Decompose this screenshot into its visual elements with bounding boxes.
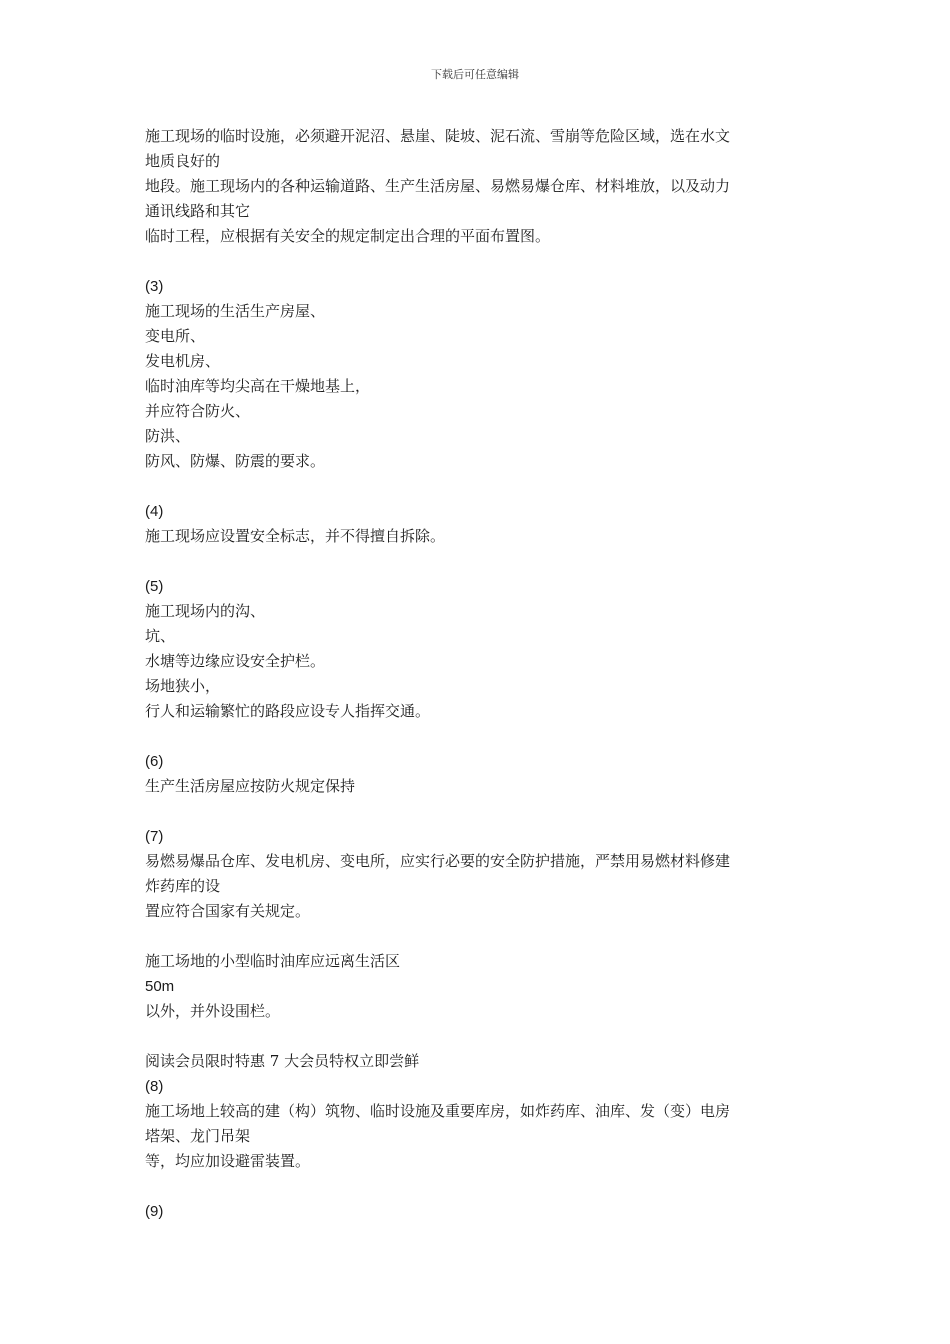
promo-text: 阅读会员限时特惠 7 大会员特权立即尝鲜 — [145, 1052, 420, 1070]
text-line: 施工场地的小型临时油库应远离生活区 — [145, 952, 401, 970]
text-line: 地段。施工现场内的各种运输道路、生产生活房屋、易燃易爆仓库、材料堆放，以及动力 — [145, 177, 731, 195]
text-line: 临时工程，应根据有关安全的规定制定出合理的平面布置图。 — [145, 227, 551, 245]
section-8 — [145, 1049, 815, 1174]
section-3 — [145, 274, 815, 474]
text-line: 以外，并外设围栏。 — [145, 1002, 281, 1020]
text-line: 置应符合国家有关规定。 — [145, 902, 311, 920]
text-line: 炸药库的设 — [145, 877, 221, 895]
text-line: 生产生活房屋应按防火规定保持 — [145, 777, 356, 795]
paragraph-1 — [145, 124, 815, 249]
text-line: 场地狭小， — [145, 677, 221, 695]
page-header: 下载后可任意编辑 — [431, 68, 519, 81]
section-number: (4) — [145, 503, 164, 520]
section-number: (7) — [145, 828, 164, 845]
text-line: 并应符合防火、 — [145, 402, 251, 420]
text-line: 水塘等边缘应设安全护栏。 — [145, 652, 326, 670]
section-number: (6) — [145, 753, 164, 770]
text-line: 地质良好的 — [145, 152, 221, 170]
text-line: 通讯线路和其它 — [145, 202, 251, 220]
section-9 — [145, 1199, 815, 1224]
section-6 — [145, 749, 815, 799]
oil-depot-paragraph — [145, 949, 815, 1024]
text-line: 施工现场的生活生产房屋、 — [145, 302, 326, 320]
text-line: 行人和运输繁忙的路段应设专人指挥交通。 — [145, 702, 431, 720]
section-number: (3) — [145, 278, 164, 295]
text-line: 防风、防爆、防震的要求。 — [145, 452, 326, 470]
text-line: 施工场地上较高的建（构）筑物、临时设施及重要库房，如炸药库、油库、发（变）电房 — [145, 1102, 731, 1120]
text-line: 防洪、 — [145, 427, 191, 445]
text-line: 施工现场内的沟、 — [145, 602, 266, 620]
section-7 — [145, 824, 815, 924]
distance-value: 50m — [145, 978, 175, 995]
text-line: 施工现场应设置安全标志，并不得擅自拆除。 — [145, 527, 446, 545]
text-line: 施工现场的临时设施，必须避开泥沼、悬崖、陡坡、泥石流、雪崩等危险区域，选在水文 — [145, 127, 731, 145]
section-number: (9) — [145, 1203, 164, 1220]
text-line: 发电机房、 — [145, 352, 221, 370]
section-4 — [145, 499, 815, 549]
text-line: 临时油库等均尖高在干燥地基上， — [145, 377, 371, 395]
text-line: 易燃易爆品仓库、发电机房、变电所，应实行必要的安全防护措施，严禁用易燃材料修建 — [145, 852, 731, 870]
text-line: 等，均应加设避雷装置。 — [145, 1152, 311, 1170]
section-number: (5) — [145, 578, 164, 595]
document-body — [145, 124, 815, 1224]
text-line: 塔架、龙门吊架 — [145, 1127, 251, 1145]
text-line: 变电所、 — [145, 327, 206, 345]
text-line: 坑、 — [145, 627, 176, 645]
section-5 — [145, 574, 815, 724]
section-number: (8) — [145, 1078, 164, 1095]
